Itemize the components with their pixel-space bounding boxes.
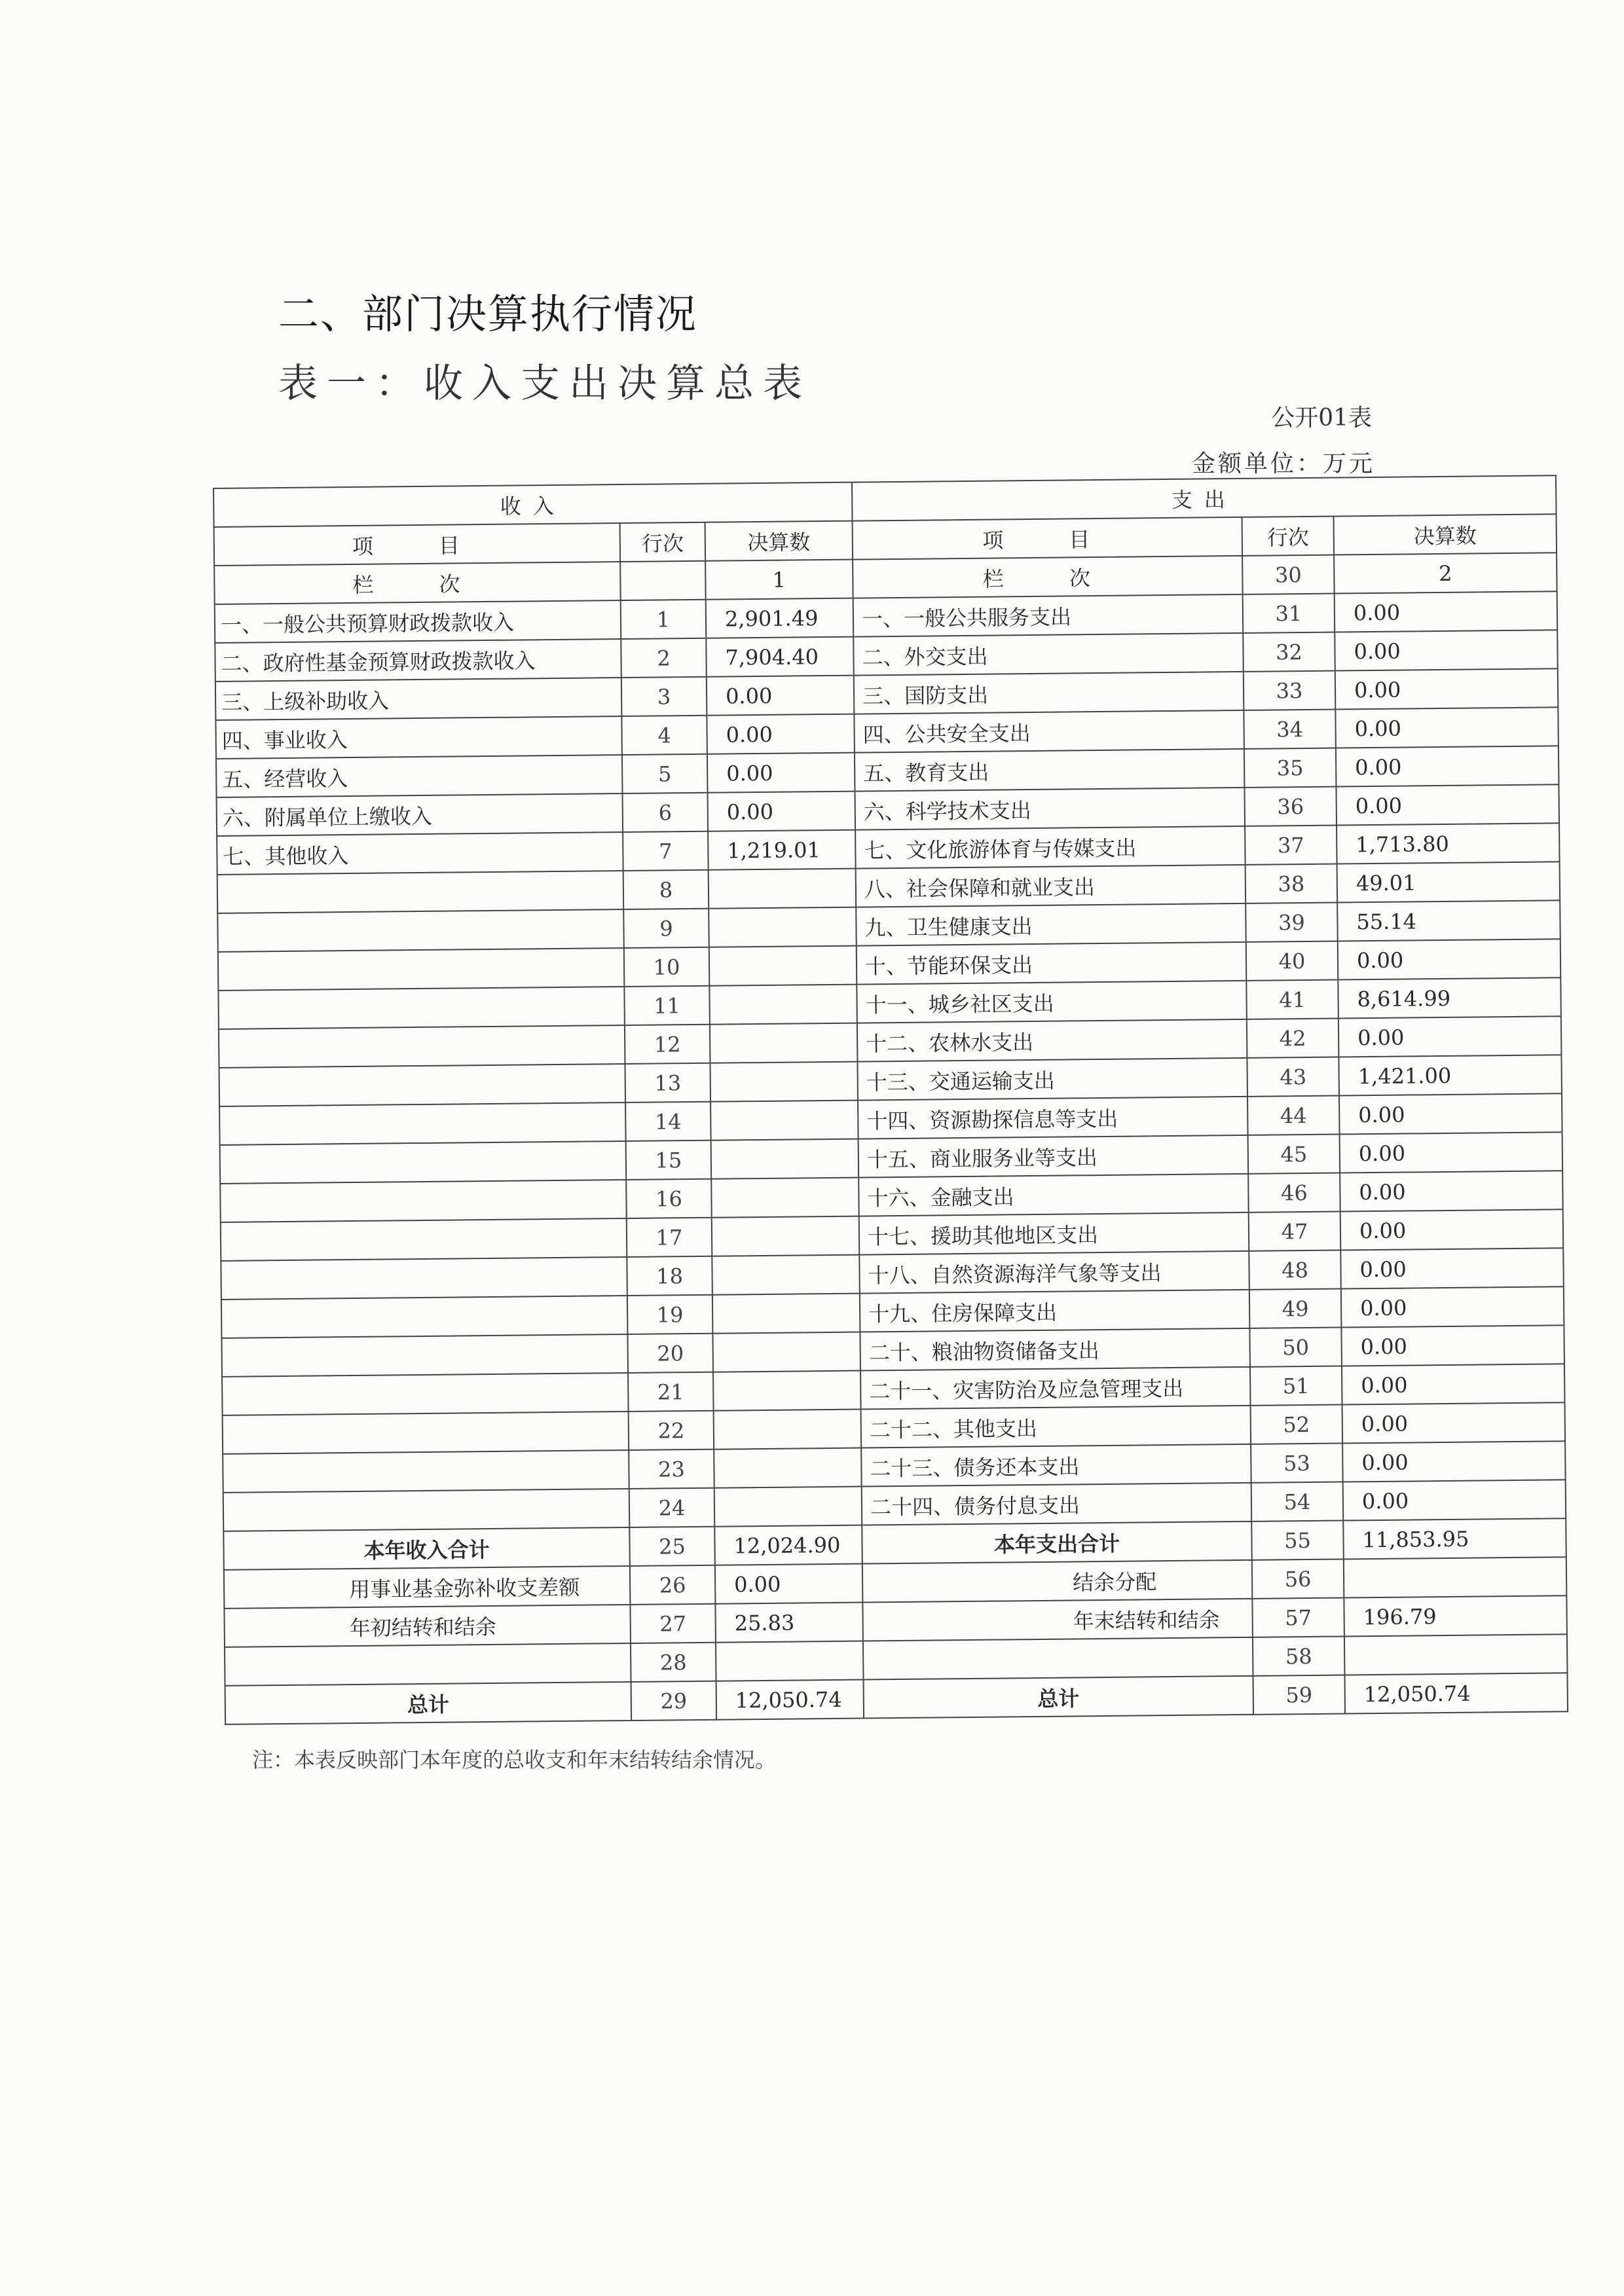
expense-line-no: 47 — [1249, 1212, 1341, 1251]
income-line-no: 16 — [626, 1179, 712, 1218]
expense-line-no: 36 — [1244, 787, 1337, 826]
expense-item: 八、社会保障和就业支出 — [856, 865, 1246, 907]
expense-summary-label: 结余分配 — [862, 1560, 1253, 1603]
expense-item: 二十、粮油物资储备支出 — [860, 1328, 1250, 1371]
income-item — [222, 1373, 629, 1415]
income-item — [218, 987, 625, 1029]
expense-line-no: 44 — [1247, 1096, 1340, 1135]
income-line-no: 19 — [627, 1295, 713, 1334]
income-summary-line: 25 — [629, 1527, 715, 1566]
income-item — [223, 1450, 629, 1493]
expense-amount: 0.00 — [1340, 1209, 1564, 1250]
amount-unit: 金额单位：万元 — [1191, 450, 1375, 477]
income-line-no: 6 — [623, 793, 709, 832]
expense-item: 十五、商业服务业等支出 — [858, 1135, 1249, 1178]
expense-summary-label: 本年支出合计 — [862, 1522, 1252, 1564]
expense-item-header: 项 目 — [853, 517, 1243, 560]
income-amount: 1,219.01 — [708, 830, 856, 870]
expense-line-no: 40 — [1246, 941, 1338, 981]
income-amount — [710, 1062, 858, 1102]
expense-column-line: 30 — [1242, 555, 1335, 594]
income-line-no: 12 — [625, 1025, 710, 1064]
expense-amount: 0.00 — [1342, 1441, 1566, 1482]
expense-amount: 0.00 — [1340, 1248, 1564, 1288]
income-amount: 0.00 — [707, 676, 855, 716]
expense-item: 六、科学技术支出 — [855, 788, 1245, 830]
income-line-no: 9 — [623, 909, 709, 948]
expense-line-no: 53 — [1251, 1444, 1343, 1483]
income-amount — [713, 1371, 861, 1411]
income-line-no: 22 — [629, 1411, 714, 1450]
expense-amount: 0.00 — [1342, 1402, 1566, 1443]
income-line-no: 11 — [624, 986, 710, 1025]
expense-summary-line: 57 — [1252, 1597, 1344, 1637]
income-line-no: 14 — [625, 1102, 711, 1141]
expense-amount: 0.00 — [1336, 746, 1559, 786]
expense-summary-label — [863, 1637, 1253, 1680]
income-amount-header: 决算数 — [705, 521, 853, 561]
expense-summary-amount — [1344, 1557, 1567, 1597]
expense-summary-line: 56 — [1252, 1559, 1344, 1598]
income-item: 二、政府性基金预算财政拨款收入 — [215, 639, 621, 682]
income-line-no: 4 — [621, 716, 707, 755]
income-amount: 2,901.49 — [706, 598, 854, 638]
income-line-no: 7 — [623, 831, 709, 871]
income-summary-label: 总计 — [225, 1682, 632, 1724]
income-summary-amount: 12,050.74 — [716, 1680, 864, 1720]
expense-summary-label: 年末结转和结余 — [862, 1599, 1253, 1641]
expense-header: 支出 — [852, 475, 1557, 520]
expense-item: 五、教育支出 — [855, 749, 1245, 792]
expense-item: 十八、自然资源海洋气象等支出 — [859, 1251, 1249, 1294]
expense-item: 二十二、其他支出 — [861, 1406, 1251, 1448]
income-item — [220, 1180, 627, 1222]
income-amount: 0.00 — [708, 792, 856, 831]
expense-item: 十二、农林水支出 — [857, 1019, 1247, 1062]
expense-column-no: 2 — [1334, 553, 1557, 593]
income-summary-label: 用事业基金弥补收支差额 — [224, 1566, 631, 1609]
income-amount: 0.00 — [707, 753, 855, 793]
income-line-no: 15 — [626, 1140, 712, 1180]
expense-summary-amount: 12,050.74 — [1344, 1673, 1568, 1713]
expense-line-no: 42 — [1247, 1019, 1339, 1058]
expense-line-no: 41 — [1246, 980, 1338, 1019]
income-summary-line: 27 — [630, 1604, 716, 1643]
expense-line-no: 34 — [1244, 710, 1336, 749]
income-item: 一、一般公共预算财政拨款收入 — [215, 600, 621, 643]
income-line-no: 23 — [629, 1449, 714, 1489]
income-item — [219, 1025, 625, 1068]
income-column-line — [620, 561, 706, 600]
expense-line-no: 32 — [1243, 632, 1335, 672]
income-summary-line: 28 — [631, 1643, 716, 1682]
expense-amount: 0.00 — [1342, 1364, 1565, 1404]
income-summary-line: 29 — [631, 1681, 717, 1721]
income-item: 六、附属单位上缴收入 — [217, 793, 623, 836]
income-item — [217, 871, 624, 913]
income-line-no: 8 — [623, 870, 709, 909]
income-summary-label — [225, 1643, 631, 1686]
expense-line-no: 35 — [1244, 748, 1337, 788]
expense-item: 一、一般公共服务支出 — [853, 594, 1244, 637]
expense-line-no: 52 — [1251, 1405, 1343, 1444]
expense-line-no: 33 — [1244, 671, 1336, 710]
income-line-no: 5 — [622, 754, 708, 793]
income-item — [219, 1102, 626, 1145]
income-line-header: 行次 — [620, 522, 706, 562]
expense-amount: 49.01 — [1337, 862, 1560, 902]
income-amount — [714, 1410, 862, 1449]
table-note: 注：本表反映部门本年度的总收支和年末结转结余情况。 — [252, 1747, 777, 1772]
expense-line-no: 37 — [1245, 826, 1337, 865]
expense-amount: 1,421.00 — [1338, 1055, 1562, 1095]
expense-item: 七、文化旅游体育与传媒支出 — [855, 826, 1246, 869]
expense-line-no: 54 — [1251, 1482, 1344, 1522]
income-column-no: 1 — [705, 560, 853, 600]
expense-summary-amount: 196.79 — [1344, 1595, 1567, 1636]
expense-amount: 8,614.99 — [1338, 977, 1561, 1018]
expense-line-no: 46 — [1248, 1173, 1340, 1212]
expense-amount: 0.00 — [1341, 1286, 1564, 1327]
income-column-label: 栏 次 — [214, 562, 621, 604]
expense-line-no: 51 — [1250, 1366, 1342, 1406]
income-line-no: 3 — [621, 677, 707, 716]
expense-item: 十三、交通运输支出 — [857, 1058, 1247, 1101]
expense-item: 十四、资源勘探信息等支出 — [858, 1097, 1248, 1139]
expense-amount: 0.00 — [1336, 784, 1559, 825]
expense-item: 二十三、债务还本支出 — [861, 1444, 1251, 1487]
income-item — [223, 1489, 630, 1531]
income-amount — [712, 1332, 860, 1372]
section-heading: 二、部门决算执行情况 — [278, 290, 698, 338]
income-amount — [710, 1023, 858, 1063]
expense-amount: 0.00 — [1335, 668, 1559, 709]
expense-item: 四、公共安全支出 — [854, 710, 1244, 753]
expense-line-no: 49 — [1249, 1289, 1342, 1328]
expense-line-no: 31 — [1243, 594, 1335, 633]
income-amount: 7,904.40 — [706, 637, 854, 677]
expense-amount: 55.14 — [1337, 900, 1560, 941]
income-item: 四、事业收入 — [215, 716, 622, 759]
income-line-no: 20 — [627, 1334, 713, 1373]
income-summary-amount: 0.00 — [715, 1564, 863, 1604]
expense-item: 十七、援助其他地区支出 — [859, 1212, 1249, 1255]
expense-summary-line: 59 — [1253, 1675, 1345, 1714]
income-summary-amount: 12,024.90 — [714, 1525, 862, 1565]
expense-summary-line: 58 — [1253, 1636, 1345, 1675]
expense-item: 九、卫生健康支出 — [856, 903, 1246, 946]
income-line-no: 1 — [621, 600, 707, 639]
income-header: 收入 — [213, 483, 853, 527]
income-amount — [712, 1255, 860, 1295]
income-line-no: 13 — [625, 1063, 710, 1102]
expense-line-no: 38 — [1246, 864, 1338, 903]
expense-amount: 0.00 — [1335, 707, 1559, 748]
income-line-no: 17 — [627, 1218, 712, 1257]
income-item: 五、经营收入 — [216, 755, 623, 797]
income-line-no: 21 — [628, 1372, 714, 1412]
income-line-no: 18 — [627, 1256, 712, 1296]
expense-item: 二十四、债务付息支出 — [862, 1483, 1252, 1525]
expense-amount: 0.00 — [1343, 1480, 1566, 1520]
income-item — [221, 1218, 627, 1261]
income-line-no: 10 — [624, 947, 710, 987]
income-amount — [712, 1294, 860, 1334]
expense-line-no: 39 — [1246, 903, 1338, 942]
expense-item: 十一、城乡社区支出 — [857, 981, 1247, 1023]
income-amount — [714, 1448, 862, 1488]
expense-line-no: 43 — [1247, 1057, 1339, 1097]
expense-summary-amount: 11,853.95 — [1343, 1518, 1566, 1559]
income-item — [223, 1412, 629, 1454]
income-amount — [710, 1101, 858, 1140]
expense-amount: 0.00 — [1335, 630, 1558, 670]
income-amount — [709, 985, 857, 1025]
income-summary-label: 本年收入合计 — [223, 1527, 630, 1570]
income-item — [221, 1296, 628, 1338]
income-item-header: 项 目 — [214, 523, 621, 566]
expense-amount: 0.00 — [1335, 591, 1558, 632]
expense-summary-line: 55 — [1251, 1521, 1344, 1560]
income-summary-label: 年初结转和结余 — [224, 1605, 631, 1647]
expense-item: 十九、住房保障支出 — [860, 1290, 1250, 1332]
expense-item: 三、国防支出 — [854, 672, 1244, 714]
income-item — [221, 1334, 628, 1377]
income-amount — [714, 1487, 862, 1527]
income-item — [220, 1141, 627, 1184]
expense-amount: 0.00 — [1340, 1132, 1563, 1173]
income-expense-table — [213, 475, 1568, 1725]
income-item — [219, 1064, 626, 1106]
form-code: 公开01表 — [1271, 405, 1372, 431]
income-summary-amount — [716, 1641, 864, 1681]
expense-line-no: 50 — [1249, 1328, 1342, 1367]
income-amount — [709, 907, 857, 947]
expense-item: 二、外交支出 — [853, 633, 1244, 676]
income-amount — [712, 1216, 860, 1256]
income-amount: 0.00 — [707, 714, 855, 754]
expense-column-label: 栏 次 — [853, 556, 1243, 598]
expense-item: 十六、金融支出 — [858, 1174, 1249, 1216]
expense-amount: 1,713.80 — [1337, 823, 1560, 864]
expense-summary-amount — [1344, 1634, 1568, 1675]
expense-amount-header: 决算数 — [1333, 514, 1557, 555]
income-amount — [709, 869, 857, 909]
expense-item: 二十一、灾害防治及应急管理支出 — [860, 1367, 1251, 1410]
income-item — [218, 948, 625, 991]
income-item: 七、其他收入 — [217, 832, 623, 875]
expense-amount: 0.00 — [1341, 1325, 1564, 1366]
table-title: 表一：收入支出决算总表 — [278, 361, 811, 407]
income-line-no: 24 — [629, 1488, 715, 1527]
income-item — [221, 1257, 627, 1300]
expense-item: 十、节能环保支出 — [857, 942, 1247, 985]
income-item — [217, 909, 624, 952]
expense-amount: 0.00 — [1338, 1016, 1562, 1057]
expense-amount: 0.00 — [1340, 1171, 1563, 1211]
income-amount — [711, 1178, 859, 1218]
expense-line-no: 45 — [1248, 1135, 1340, 1174]
expense-amount: 0.00 — [1339, 1093, 1562, 1134]
expense-line-header: 行次 — [1242, 517, 1335, 556]
expense-amount: 0.00 — [1338, 939, 1561, 979]
income-item: 三、上级补助收入 — [215, 678, 622, 720]
income-line-no: 2 — [621, 638, 707, 678]
expense-line-no: 48 — [1249, 1250, 1341, 1290]
income-summary-line: 26 — [630, 1565, 716, 1605]
income-amount — [709, 946, 857, 986]
income-summary-amount: 25.83 — [715, 1603, 863, 1643]
expense-summary-label: 总计 — [864, 1676, 1254, 1719]
income-amount — [711, 1139, 859, 1179]
